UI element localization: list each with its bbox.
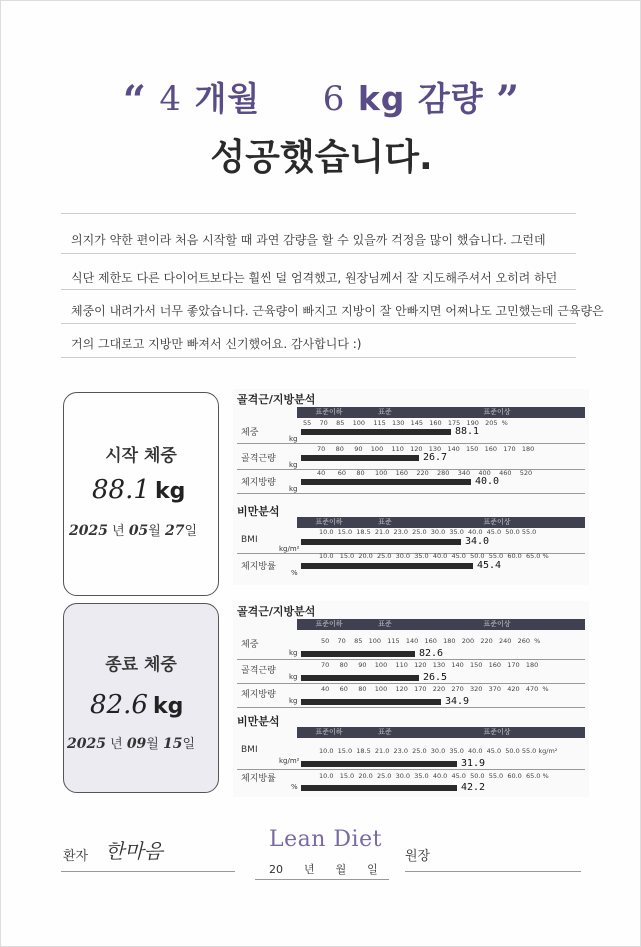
start-weight-value (92, 475, 185, 505)
open-quote: “ (122, 77, 147, 124)
end-fat-reading: 34.9 (445, 696, 470, 707)
start-date (69, 520, 197, 539)
end-date-month-suffix: 월 (146, 737, 159, 752)
end-bmi-row-label: BMI (241, 745, 258, 755)
header-below: 표준이하 (315, 408, 343, 416)
end-analysis-panel (233, 601, 589, 797)
start-weight-reading: 88.1 (455, 426, 480, 437)
end-weight-label: 종료 체중 (105, 655, 177, 675)
end-bmi-reading: 31.9 (461, 758, 486, 769)
brand-logo: Lean Diet (269, 827, 382, 852)
end-weight-unit-label: kg (289, 649, 298, 657)
end-fat-row-label: 체지방량 (241, 690, 276, 700)
date-line: 20 년 월 일 (269, 863, 378, 876)
end-bmi-unit-label: kg/m² (279, 757, 300, 765)
end-fat-unit-label: kg (289, 697, 298, 705)
patient-signature: 한마음 (105, 839, 163, 863)
start-muscle-fat-title: 골격근/지방분석 (237, 393, 316, 406)
start-bmi-row-label: BMI (241, 535, 258, 545)
end-pbf-bar (301, 785, 457, 791)
start-date-day-suffix: 일 (184, 524, 198, 539)
testimonial-line: 의지가 약한 편이라 처음 시작할 때 과연 감량을 할 수 있을까 걱정을 많이 했습니다. 그런데 (71, 233, 546, 247)
end-weight-scale: 50 70 85 100 115 140 160 180 200 220 240 260 % (321, 637, 541, 645)
start-weight-number: 88.1 (92, 475, 150, 505)
end-weight-reading: 82.6 (419, 648, 444, 659)
start-weight-unit-label: kg (289, 435, 298, 443)
start-muscle-reading: 26.7 (423, 452, 448, 463)
start-date-year: 2025 (69, 523, 108, 539)
kg-lost-value: 6 (322, 79, 346, 119)
start-fat-reading: 40.0 (475, 476, 500, 487)
end-weight-bar (301, 651, 415, 657)
header-standard: 표준 (378, 728, 392, 736)
start-pbf-row-label: 체지방률 (241, 562, 276, 572)
start-weight-label: 시작 체중 (105, 446, 177, 466)
end-muscle-reading: 26.5 (423, 672, 448, 683)
months-unit: 개월 (194, 79, 261, 118)
end-muscle-unit-label: kg (289, 673, 298, 681)
note-rule (61, 357, 576, 358)
start-fat-row-label: 체지방량 (241, 478, 276, 488)
date-sign-line (255, 879, 389, 880)
end-range-header (297, 619, 585, 630)
start-date-month: 05 (128, 523, 149, 539)
testimonial-line: 거의 그대로고 지방만 빠져서 신기했어요. 감사합니다 :) (71, 337, 362, 351)
start-weight-unit: kg (154, 479, 186, 504)
start-muscle-unit-label: kg (289, 461, 298, 469)
start-obesity-title: 비만분석 (237, 505, 280, 518)
director-label: 원장 (405, 849, 431, 864)
start-date-month-suffix: 월 (148, 524, 161, 539)
end-weight-value (90, 690, 183, 720)
end-fat-bar (301, 699, 441, 705)
start-date-day: 27 (165, 523, 185, 539)
header-below: 표준이하 (315, 620, 343, 628)
end-date (67, 733, 195, 752)
end-bmi-bar (301, 761, 457, 767)
end-muscle-bar (301, 675, 419, 681)
start-muscle-scale: 70 80 90 100 110 120 130 140 150 160 170 180 (317, 445, 535, 453)
end-weight-row-label: 체중 (241, 640, 259, 650)
start-weight-box (63, 392, 219, 596)
end-date-day-suffix: 일 (182, 737, 196, 752)
header-above: 표준이상 (483, 728, 511, 736)
row-divider (237, 443, 585, 444)
end-bmi-scale: 10.0 15.0 18.5 21.0 23.0 25.0 30.0 35.0 40.0 45.0 50.0 55.0 kg/m² (319, 747, 558, 755)
end-weight-number: 82.6 (90, 690, 148, 720)
note-rule (61, 323, 576, 324)
start-range-header (297, 407, 585, 418)
start-obesity-header (297, 517, 585, 528)
header-standard: 표준 (378, 620, 392, 628)
row-divider (237, 769, 585, 770)
start-muscle-row-label: 골격근량 (241, 454, 276, 464)
end-pbf-unit-label: % (291, 783, 298, 791)
start-date-year-suffix: 년 (112, 524, 125, 539)
close-quote: ” (496, 77, 521, 124)
row-divider (237, 493, 585, 494)
row-divider (237, 659, 585, 660)
row-divider (237, 683, 585, 684)
director-sign-line (405, 871, 581, 872)
start-pbf-scale: 10.0 15.0 20.0 25.0 30.0 35.0 40.0 45.0 50.0 55.0 60.0 65.0 % (319, 552, 549, 560)
end-date-month: 09 (126, 736, 147, 752)
end-obesity-header (297, 727, 585, 738)
headline-subtitle: 성공했습니다. (210, 137, 433, 178)
end-date-day: 15 (163, 736, 183, 752)
end-date-year: 2025 (67, 736, 106, 752)
end-pbf-scale: 10.0 15.0 20.0 25.0 30.0 35.0 40.0 45.0 50.0 55.0 60.0 65.0 % (319, 772, 549, 780)
start-bmi-scale: 10.0 15.0 18.5 21.0 23.0 25.0 30.0 35.0 40.0 45.0 50.0 55.0 (319, 528, 537, 536)
end-weight-unit: kg (152, 694, 184, 719)
end-muscle-row-label: 골격근량 (241, 666, 276, 676)
start-fat-bar (301, 479, 471, 485)
note-rule (61, 253, 576, 254)
header-above: 표준이상 (483, 408, 511, 416)
testimonial-line: 체중이 내려가서 너무 좋았습니다. 근육량이 빠지고 지방이 잘 안빠지면 어쩌나도 고민했는데 근육량은 (71, 304, 604, 318)
start-pbf-bar (301, 563, 473, 569)
start-pbf-reading: 45.4 (477, 560, 502, 571)
patient-label: 환자 (63, 849, 89, 864)
patient-sign-line (61, 871, 235, 872)
start-weight-bar (301, 429, 451, 435)
header-above: 표준이상 (483, 518, 511, 526)
headline (1, 73, 641, 124)
row-divider (237, 707, 585, 708)
start-pbf-unit-label: % (291, 569, 298, 577)
start-weight-row-label: 체중 (241, 428, 259, 438)
start-fat-scale: 40 60 80 100 160 220 280 340 400 460 520 (317, 469, 533, 477)
header-below: 표준이하 (315, 728, 343, 736)
end-weight-box (63, 603, 219, 793)
end-obesity-title: 비만분석 (237, 715, 280, 728)
start-muscle-bar (301, 455, 419, 461)
header-standard: 표준 (378, 408, 392, 416)
note-rule (61, 289, 576, 290)
testimonial-line: 식단 제한도 다른 다이어트보다는 훨씬 덜 엄격했고, 원장님께서 잘 지도해주셔서 오히려 하던 (71, 271, 558, 285)
header-below: 표준이하 (315, 518, 343, 526)
start-fat-unit-label: kg (289, 485, 298, 493)
end-muscle-scale: 70 80 90 100 110 120 130 140 150 160 170 180 (321, 661, 539, 669)
end-muscle-fat-title: 골격근/지방분석 (237, 605, 316, 618)
start-weight-scale: 55 70 85 100 115 130 145 160 175 190 205 % (303, 419, 508, 427)
months-value: 4 (159, 79, 182, 119)
end-fat-scale: 40 60 80 100 120 170 220 270 320 370 420 470 % (321, 685, 549, 693)
header-standard: 표준 (378, 518, 392, 526)
note-rule (61, 213, 576, 214)
end-pbf-row-label: 체지방률 (241, 774, 276, 784)
start-analysis-panel (233, 389, 589, 585)
kg-lost-unit: kg 감량 (357, 79, 484, 118)
header-above: 표준이상 (483, 620, 511, 628)
start-bmi-reading: 34.0 (465, 536, 490, 547)
start-bmi-unit-label: kg/m² (279, 545, 300, 553)
end-pbf-reading: 42.2 (461, 782, 486, 793)
end-date-year-suffix: 년 (110, 737, 123, 752)
start-bmi-bar (301, 539, 461, 545)
